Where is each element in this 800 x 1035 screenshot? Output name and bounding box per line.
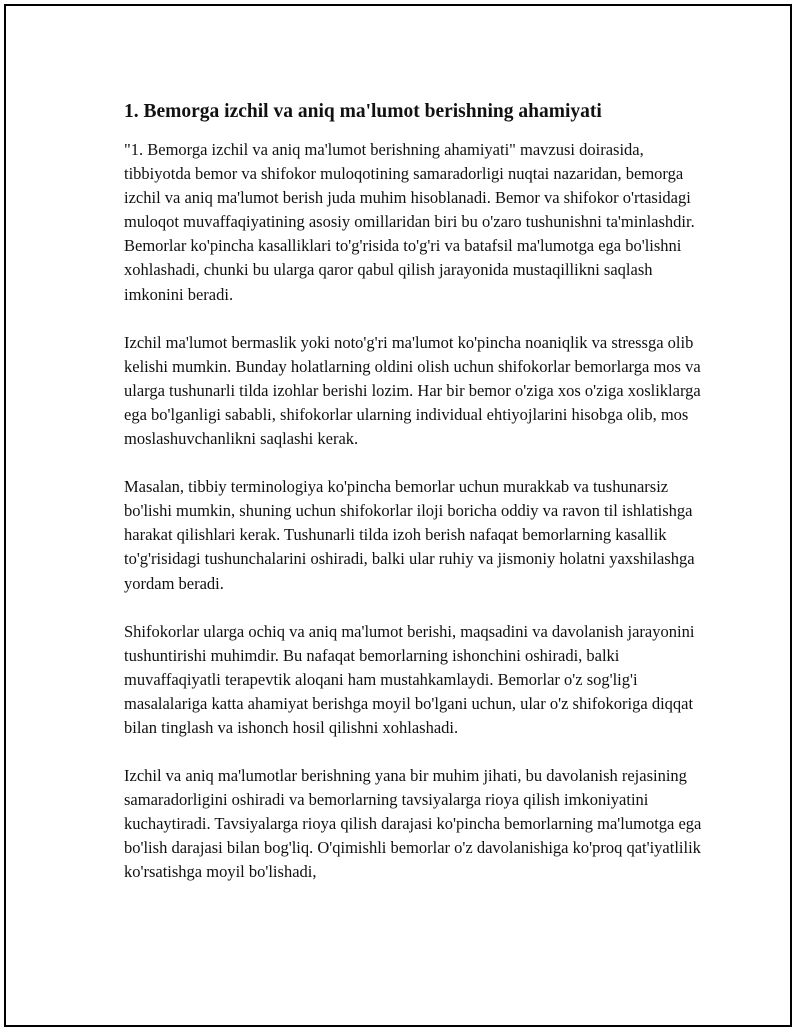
paragraph-4: Shifokorlar ularga ochiq va aniq ma'lumot berishi, maqsadini va davolanish jarayonini tushuntirishi muhimdir. Bu nafaqat bemorlarning ishonchini oshiradi, balki muvaffaqiyatli terapevtik aloqani ham mustahkamlaydi. Bemorlar o'z sog'lig'i masalalariga katta ahamiyat berishga moyil bo'lgani uchun, ular o'z shifokoriga diqqat bilan tinglash va ishonch hosil qilishni xohlashadi.	[124, 621, 695, 737]
document-body	[124, 100, 714, 909]
section-heading: 1. Bemorga izchil va aniq ma'lumot berishning ahamiyati	[124, 101, 602, 122]
page-frame	[4, 4, 792, 1027]
paragraph-5: Izchil va aniq ma'lumotlar berishning yana bir muhim jihati, bu davolanish rejasining samaradorligini oshiradi va bemorlarning tavsiyalarga rioya qilish imkoniyatini kuchaytiradi. Tavsiyalarga rioya qilish darajasi ko'pincha bemorlarning ma'lumotga ega bo'lish darajasi bilan bog'liq. O'qimishli bemorlar o'z davolanishiga ko'proq qat'iyatlilik ko'rsatishga moyil bo'lishadi,	[124, 766, 702, 882]
paragraph-3: Masalan, tibbiy terminologiya ko'pincha bemorlar uchun murakkab va tushunarsiz bo'lishi mumkin, shuning uchun shifokorlar iloji boricha oddiy va ravon til ishlatishga harakat qilishlari kerak. Tushunarli tilda izoh berish nafaqat bemorlarning kasallik to'g'risidagi tushunchalarini oshiradi, balki ular ruhiy va jismoniy holatni yaxshilashga yordam beradi.	[124, 477, 695, 593]
paragraph-1: "1. Bemorga izchil va aniq ma'lumot berishning ahamiyati" mavzusi doirasida, tibbiyotda bemor va shifokor muloqotining samaradorligi nuqtai nazaridan, bemorga izchil va aniq ma'lumot berish juda muhim hisoblanadi. Bemor va shifokor o'rtasidagi muloqot muvaffaqiyatining asosiy omillaridan biri bu o'zaro tushunishni ta'minlashdir. Bemorlar ko'pincha kasalliklari to'g'risida to'g'ri va batafsil ma'lumotga ega bo'lishni xohlashadi, chunki bu ularga qaror qabul qilish jarayonida mustaqillikni saqlash imkonini beradi.	[124, 140, 695, 304]
paragraph-2: Izchil ma'lumot bermaslik yoki noto'g'ri ma'lumot ko'pincha noaniqlik va stressga olib kelishi mumkin. Bunday holatlarning oldini olish uchun shifokorlar bemorlarga mos va ularga tushunarli tilda izohlar berishi lozim. Har bir bemor o'ziga xos o'ziga xosliklarga ega bo'lganligi sababli, shifokorlar ularning individual ehtiyojlarini hisobga olib, mos moslashuvchanlikni saqlashi kerak.	[124, 332, 701, 449]
